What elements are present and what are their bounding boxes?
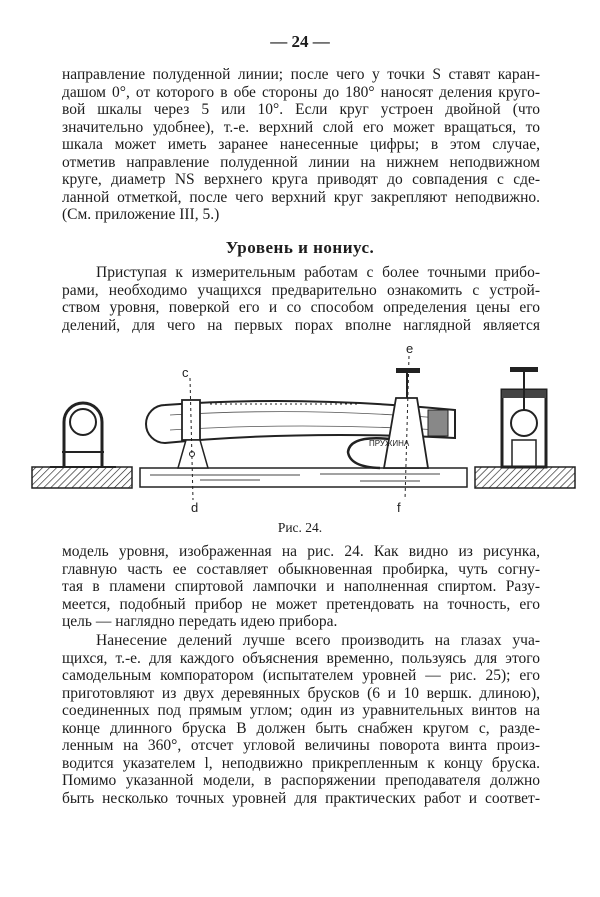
- text-line: конце длинного бруска B должен быть снабжен кругом с, разде-: [62, 719, 540, 737]
- label-c: c: [182, 365, 189, 380]
- label-f: f: [397, 500, 401, 515]
- text-line: щихся, т.-е. для каждого объяснения временно, пользуясь для этого: [62, 649, 540, 667]
- paragraph-3: [62, 543, 540, 631]
- text-line: цель — наглядно передать идею прибора.: [62, 613, 338, 630]
- figure-caption: Рис. 24.: [277, 520, 323, 535]
- level-model-side-view: [140, 341, 467, 515]
- text-line: водится указателем l, неподвижно прикрепленным к концу бруска.: [62, 754, 540, 772]
- paragraph-4: [62, 632, 540, 807]
- text-line: вой шкалы через 5 или 10°. Если круг устроен двойной (что: [62, 101, 540, 118]
- paragraph-1: [62, 66, 540, 224]
- text-line: ланной отметкой, после чего верхний круг закрепляют неподвижно.: [62, 188, 540, 206]
- text-line: ством уровня, поверкой его и со способом определения цены его: [62, 299, 540, 316]
- left-cross-section: [32, 403, 132, 488]
- text-line: самодельным компоратором (испытателем уровней — рис. 25); его: [62, 667, 540, 684]
- text-line: (См. приложение III, 5.): [62, 206, 220, 223]
- text-line: модель уровня, изображенная на рис. 24. Как видно из рисунка,: [62, 543, 540, 560]
- text-line: делений, для чего на первых порах вполне наглядной является: [62, 316, 540, 334]
- text-line: Приступая к измерительным работам с более точными прибо-: [96, 264, 540, 281]
- right-cross-section: [475, 367, 575, 488]
- paragraph-2: [62, 264, 540, 334]
- text-line: направление полуденной линии; после чего у точки S ставят каран-: [62, 66, 540, 83]
- text-line: дашом 0°, от которого в обе стороны до 180° наносят деления круго-: [62, 83, 540, 101]
- text-line: шкала может иметь заранее нанесенные цифры; в этом случае,: [62, 136, 540, 153]
- text-line: приготовляют из двух деревянных брусков (6 и 10 вершк. длиною),: [62, 684, 540, 702]
- figure-level-model: [0, 340, 600, 518]
- text-line: рами, необходимо учащихся предварительно ознакомить с устрой-: [62, 281, 540, 299]
- page-number: — 24 —: [270, 32, 330, 51]
- text-line: главную часть ее составляет обыкновенная пробирка, чуть согну-: [62, 560, 540, 578]
- text-line: отметив направление полуденной линии на нижнем неподвижном: [62, 153, 540, 171]
- label-d: d: [191, 500, 199, 515]
- spring-label: ПРУЖИНА: [369, 439, 410, 448]
- text-line: круге, диаметр NS верхнего круга приводят до совпадения с сде-: [62, 171, 540, 188]
- label-e: e: [406, 341, 414, 356]
- text-line: Помимо указанной модели, в распоряжении преподавателя должно: [62, 772, 540, 789]
- text-line: значительно удобнее), т.-е. верхний слой его может вращаться, то: [62, 118, 540, 136]
- text-line: тая в пламени спиртовой лампочки и наполненная спиртом. Разу-: [62, 578, 540, 595]
- text-line: меется, подобный прибор не может претендовать на точность, его: [62, 595, 540, 613]
- text-line: соединенных под прямым углом; один из уравнительных винтов на: [62, 702, 540, 719]
- text-line: быть несколько точных уровней для практических работ и соответ-: [62, 789, 540, 807]
- section-heading: Уровень и нониус.: [225, 238, 375, 257]
- text-line: ленным на 360°, отсчет угловой величины поворота винта произ-: [62, 737, 540, 754]
- text-line: Нанесение делений лучше всего производить на глазах уча-: [96, 632, 540, 649]
